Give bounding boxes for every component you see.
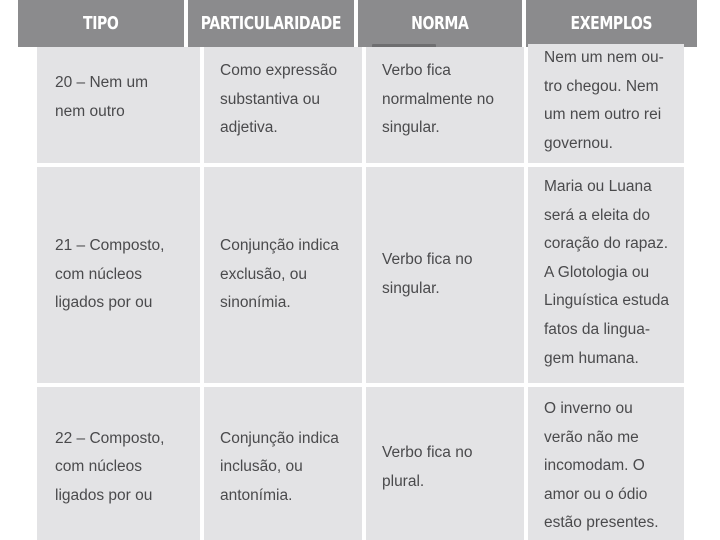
table-header xyxy=(18,0,697,47)
header-tipo: TIPO xyxy=(18,0,184,47)
table-cell-exemplos: O inverno ou verão não me incomodam. O amor ou o ódio estão presentes. xyxy=(528,387,684,540)
table-cell-norma: Verbo fica normalmente no singular. xyxy=(366,47,524,163)
table-cell-exemplos: Maria ou Luana será a eleita do coração do rapaz. A Glotologia ou Linguística estuda fatos da lingua- gem humana. xyxy=(528,167,684,383)
table-cell-norma: Verbo fica no plural. xyxy=(366,387,524,540)
concordance-table xyxy=(37,47,684,540)
table-cell-particularidade: Conjunção indica inclusão, ou antonímia. xyxy=(204,387,362,540)
table-cell-particularidade: Conjunção indica exclusão, ou sinonímia. xyxy=(204,167,362,383)
table-cell-tipo: 22 – Composto, com núcleos ligados por ou xyxy=(37,387,200,540)
table-cell-exemplos: Nem um nem ou- tro chegou. Nem um nem outro rei governou. xyxy=(528,44,684,163)
header-norma: NORMA xyxy=(358,0,522,47)
table-cell-tipo: 20 – Nem um nem outro xyxy=(37,47,200,163)
table-cell-norma: Verbo fica no singular. xyxy=(366,167,524,383)
header-exemplos: EXEMPLOS xyxy=(526,0,697,47)
table-cell-tipo: 21 – Composto, com núcleos ligados por ou xyxy=(37,167,200,383)
header-particularidade: PARTICULARIDADE xyxy=(188,0,354,47)
table-cell-particularidade: Como expressão substantiva ou adjetiva. xyxy=(204,47,362,163)
